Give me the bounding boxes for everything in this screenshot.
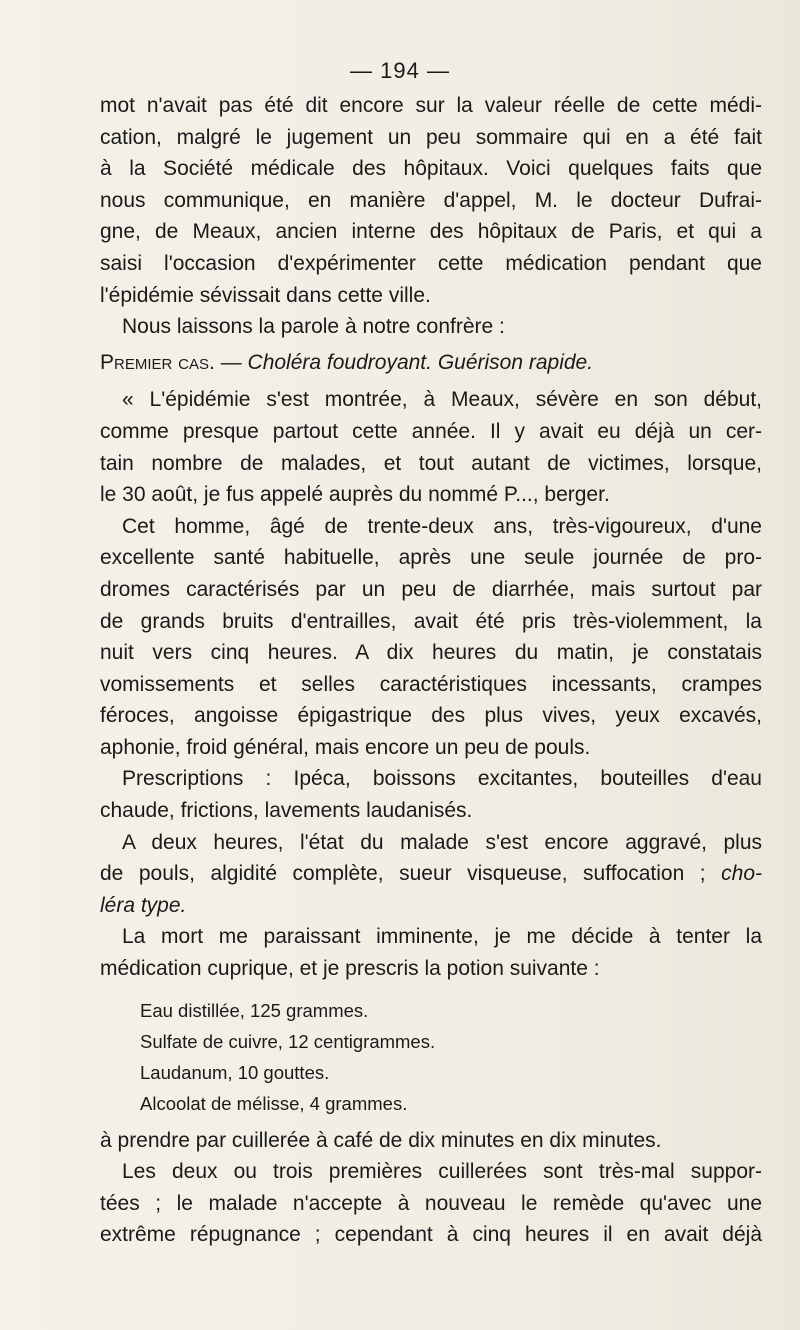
text-line: « L'épidémie s'est montrée, à Meaux, sévère en son début, xyxy=(122,388,762,412)
text-line: vomissements et selles caractéristiques incessants, crampes xyxy=(100,672,762,696)
page-number: — 194 — xyxy=(350,58,450,83)
text-line: saisi l'occasion d'expérimenter cette médication pendant que xyxy=(100,251,762,275)
text-line: dromes caractérisés par un peu de diarrhée, mais surtout par xyxy=(100,577,762,601)
text-line: excellente santé habituelle, après une seule journée de pro- xyxy=(100,546,762,570)
text-line xyxy=(100,858,762,890)
text-line: nous communique, en manière d'appel, M. le docteur Dufrai- xyxy=(100,188,762,212)
prescription-line: Eau distillée, 125 grammes. xyxy=(140,999,369,1021)
case-heading xyxy=(100,347,762,379)
text-segment: de pouls, algidité complète, sueur visqueuse, suffocation ; xyxy=(100,862,706,886)
prescription-line: Alcoolat de mélisse, 4 grammes. xyxy=(140,1092,408,1114)
text-line: chaude, frictions, lavements laudanisés. xyxy=(100,799,473,823)
text-line: nuit vers cinq heures. A dix heures du matin, je constatais xyxy=(100,641,762,665)
text-line: le 30 août, je fus appelé auprès du nommé P..., berger. xyxy=(100,483,610,507)
text-line: comme presque partout cette année. Il y avait eu déjà un cer- xyxy=(100,419,762,443)
text-line: à la Société médicale des hôpitaux. Voici quelques faits que xyxy=(100,157,762,181)
text-line: Nous laissons la parole à notre confrère : xyxy=(122,315,505,339)
prescription-line: Laudanum, 10 gouttes. xyxy=(140,1061,330,1083)
text-line: de grands bruits d'entrailles, avait été pris très-violemment, la xyxy=(100,609,762,633)
text-line: Cet homme, âgé de trente-deux ans, très-vigoureux, d'une xyxy=(122,514,762,538)
text-line: Prescriptions : Ipéca, boissons excitantes, bouteilles d'eau xyxy=(122,767,762,791)
italic-segment: cho- xyxy=(721,862,762,886)
body-text xyxy=(100,90,762,1251)
text-line: féroces, angoisse épigastrique des plus vives, yeux excavés, xyxy=(100,704,762,728)
text-line: l'épidémie sévissait dans cette ville. xyxy=(100,283,431,307)
text-line: médication cuprique, et je prescris la potion suivante : xyxy=(100,957,600,981)
text-line: tain nombre de malades, et tout autant de victimes, lorsque, xyxy=(100,451,762,475)
text-line: aphonie, froid général, mais encore un peu de pouls. xyxy=(100,735,591,759)
case-dash: — xyxy=(214,350,248,374)
text-line: tées ; le malade n'accepte à nouveau le remède qu'avec une xyxy=(100,1191,762,1215)
text-line: gne, de Meaux, ancien interne des hôpitaux de Paris, et qui a xyxy=(100,220,762,244)
prescription-line: Sulfate de cuivre, 12 centigrammes. xyxy=(140,1030,436,1052)
text-line: léra type. xyxy=(100,893,187,917)
text-line: Les deux ou trois premières cuillerées sont très-mal suppor- xyxy=(122,1160,762,1184)
text-line: La mort me paraissant imminente, je me décide à tenter la xyxy=(122,925,762,949)
prescription-block xyxy=(100,995,762,1119)
text-line: extrême répugnance ; cependant à cinq heures il en avait déjà xyxy=(100,1223,762,1247)
text-line: cation, malgré le jugement un peu sommaire qui en a été fait xyxy=(100,125,762,149)
case-label: Premier cas. xyxy=(100,350,215,374)
case-title: Choléra foudroyant. Guérison rapide. xyxy=(247,350,594,374)
text-line: A deux heures, l'état du malade s'est encore aggravé, plus xyxy=(122,830,762,854)
text-line: à prendre par cuillerée à café de dix minutes en dix minutes. xyxy=(100,1128,662,1152)
text-line: mot n'avait pas été dit encore sur la valeur réelle de cette médi- xyxy=(100,94,762,117)
